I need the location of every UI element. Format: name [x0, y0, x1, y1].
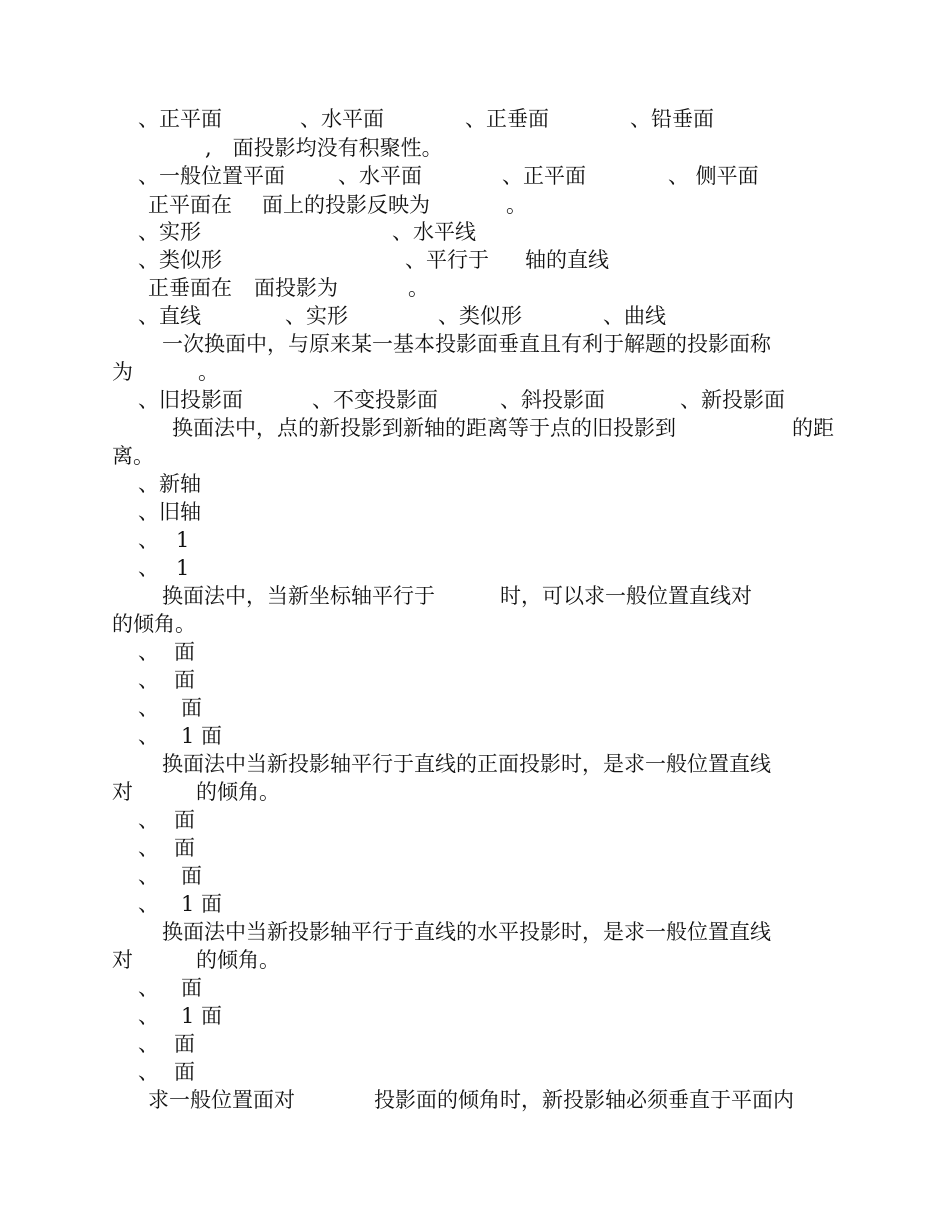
option-c-text: 1 — [176, 528, 190, 552]
question-stem: 时，可以求一般位置直线对 — [500, 584, 752, 608]
question-stem: 面上的投影反映为 — [262, 193, 430, 217]
question-stem: 离。 — [112, 444, 154, 468]
option-d: 、 — [138, 556, 159, 580]
option-c-text: 面 — [174, 1032, 195, 1056]
question-stem: 换面法中当新投影轴平行于直线的水平投影时，是求一般位置直线 — [162, 920, 771, 944]
question-stem: 的倾角。 — [196, 780, 280, 804]
option-c: 、正垂面 — [465, 107, 549, 131]
option-b-text: 面 — [174, 668, 195, 692]
question-stem: 对 — [112, 948, 133, 972]
question-stem: 投影面的倾角时，新投影轴必须垂直于平面内 — [374, 1088, 794, 1112]
option-a: 、正平面 — [138, 107, 222, 131]
option-c: 、类似形 — [438, 304, 522, 328]
option-c: 、 — [138, 1032, 159, 1056]
question-stem: 的距 — [792, 416, 834, 440]
option-b: 、实形 — [285, 304, 348, 328]
option-a: 、 — [138, 808, 159, 832]
question-stem: 的倾角。 — [196, 948, 280, 972]
question-stem: 换面法中，当新坐标轴平行于 — [162, 584, 435, 608]
question-stem: 正垂面在 — [148, 276, 232, 300]
option-a: 、 — [138, 640, 159, 664]
option-a: 、直线 — [138, 304, 201, 328]
option-b: 、水平线 — [392, 220, 476, 244]
question-stem: 。 — [408, 276, 429, 300]
option-d: 、曲线 — [603, 304, 666, 328]
option-b-text: 1 面 — [181, 1004, 223, 1028]
option-d: 、 — [138, 724, 159, 748]
option-a: 、 — [138, 976, 159, 1000]
option-d: 、 侧平面 — [668, 164, 759, 188]
option-d-text: 1 — [176, 556, 190, 580]
option-c: 、斜投影面 — [500, 388, 605, 412]
option-b: 、旧轴 — [138, 500, 201, 524]
option-d: 、铅垂面 — [630, 107, 714, 131]
option-c-text: 面 — [181, 696, 202, 720]
question-stem: 。 — [506, 193, 527, 217]
option-c: 、 — [138, 864, 159, 888]
option-b: 、 — [138, 1004, 159, 1028]
option-d-suffix: 轴的直线 — [525, 248, 609, 272]
option-a: 、旧投影面 — [138, 388, 243, 412]
option-b: 、水平面 — [300, 107, 384, 131]
option-b: 、不变投影面 — [312, 388, 438, 412]
option-a-text: 面 — [174, 640, 195, 664]
option-a: 、实形 — [138, 220, 201, 244]
option-c-text: 面 — [181, 864, 202, 888]
question-stem: 为 — [112, 360, 133, 384]
question-stem: 的倾角。 — [112, 612, 196, 636]
question-stem: 面投影为 — [254, 276, 338, 300]
option-b: 、水平面 — [338, 164, 422, 188]
option-c: 、正平面 — [502, 164, 586, 188]
option-c: 、 — [138, 528, 159, 552]
option-a: 、新轴 — [138, 472, 201, 496]
option-d: 、 — [138, 1060, 159, 1084]
option-b: 、 — [138, 668, 159, 692]
question-stem: , 面投影均没有积聚性。 — [205, 136, 443, 160]
option-a: 、一般位置平面 — [138, 164, 285, 188]
option-d-text: 1 面 — [181, 724, 223, 748]
option-d-text: 面 — [174, 1060, 195, 1084]
option-c: 、 — [138, 696, 159, 720]
option-c: 、类似形 — [138, 248, 222, 272]
option-b: 、 — [138, 836, 159, 860]
question-stem: 求一般位置面对 — [148, 1088, 295, 1112]
question-stem: 对 — [112, 780, 133, 804]
question-stem: 换面法中当新投影轴平行于直线的正面投影时，是求一般位置直线 — [162, 752, 771, 776]
option-a-text: 面 — [174, 808, 195, 832]
option-d: 、新投影面 — [680, 388, 785, 412]
question-stem: 正平面在 — [148, 193, 232, 217]
option-d-text: 1 面 — [181, 892, 223, 916]
option-b-text: 面 — [174, 836, 195, 860]
question-stem: 换面法中，点的新投影到新轴的距离等于点的旧投影到 — [172, 416, 676, 440]
option-d: 、 — [138, 892, 159, 916]
option-a-text: 面 — [181, 976, 202, 1000]
question-stem: 。 — [198, 360, 219, 384]
question-stem: 一次换面中，与原来某一基本投影面垂直且有利于解题的投影面称 — [162, 332, 771, 356]
option-d: 、平行于 — [405, 248, 489, 272]
